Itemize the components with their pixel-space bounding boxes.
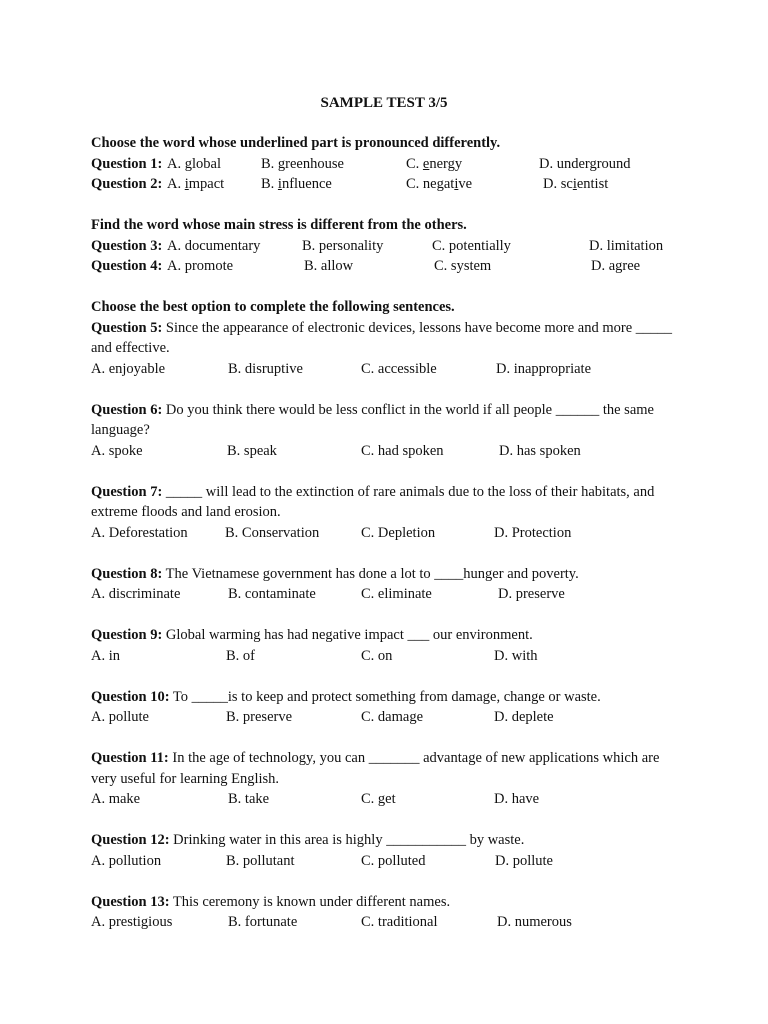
question-2 (91, 174, 703, 195)
q4-option-d: D. agree (591, 258, 641, 274)
q9-option-d: D. with (494, 647, 538, 664)
q10-option-c: C. damage (361, 709, 424, 725)
q9-option-c: C. on (361, 647, 393, 664)
q5-option-d: D. inappropriate (496, 360, 592, 377)
q6-option-b: B. speak (227, 442, 277, 459)
q10-option-a: A. pollute (91, 709, 149, 725)
section-1-heading: Choose the word whose underlined part is pronounced differently. (91, 135, 501, 151)
q10-option-d: D. deplete (494, 709, 554, 725)
q1-option-d: D. underground (539, 155, 631, 172)
question-6-cont: language? (91, 422, 150, 438)
q4-option-a: A. promote (167, 258, 234, 274)
question-8-options (91, 584, 703, 605)
question-5-options (91, 359, 703, 380)
q1-option-a: A. global (167, 155, 221, 172)
q11-option-c: C. get (361, 791, 396, 807)
q10-option-b: B. preserve (226, 709, 293, 725)
q13-option-d: D. numerous (497, 914, 572, 930)
page-title: SAMPLE TEST 3/5 (320, 95, 448, 111)
q1-option-b: B. greenhouse (261, 155, 344, 172)
q2-option-c: C. negative (406, 176, 473, 192)
question-7-options (91, 523, 703, 544)
question-11: Question 11: In the age of technology, you can _______ advantage of new applications which are (91, 750, 660, 766)
q6-option-a: A. spoke (91, 442, 143, 459)
question-5-cont: and effective. (91, 340, 170, 356)
q7-option-b: B. Conservation (225, 524, 320, 541)
q11-option-d: D. have (494, 791, 540, 807)
q5-option-b: B. disruptive (228, 360, 303, 377)
question-7-cont: extreme floods and land erosion. (91, 504, 281, 520)
q12-option-c: C. polluted (361, 852, 426, 869)
question-3-label: Question 3: (91, 237, 163, 254)
q9-option-b: B. of (226, 647, 255, 664)
question-5: Question 5: Since the appearance of electronic devices, lessons have become more and more _____ (91, 319, 673, 336)
question-3 (91, 236, 703, 257)
question-1 (91, 154, 703, 175)
section-2-heading: Find the word whose main stress is different from the others. (91, 217, 467, 233)
q8-option-b: B. contaminate (228, 586, 316, 602)
question-11-options (91, 789, 703, 810)
q3-option-a: A. documentary (167, 237, 261, 254)
question-11-cont: very useful for learning English. (91, 770, 280, 787)
q11-option-a: A. make (91, 791, 141, 807)
q7-option-d: D. Protection (494, 524, 572, 541)
q2-option-d: D. scientist (543, 176, 609, 192)
q7-option-c: C. Depletion (361, 524, 436, 541)
q9-option-a: A. in (91, 647, 120, 664)
question-12-options (91, 851, 703, 872)
q8-option-a: A. discriminate (91, 586, 181, 602)
q11-option-b: B. take (228, 791, 270, 807)
question-1-label: Question 1: (91, 155, 163, 172)
question-10-options (91, 707, 703, 728)
q5-option-a: A. enjoyable (91, 360, 166, 377)
section-3-heading: Choose the best option to complete the following sentences. (91, 299, 455, 315)
q8-option-c: C. eliminate (361, 586, 432, 602)
q7-option-a: A. Deforestation (91, 524, 188, 541)
q5-option-c: C. accessible (361, 360, 437, 377)
q2-option-a: A. impact (167, 176, 225, 192)
q12-option-d: D. pollute (495, 852, 553, 869)
question-10: Question 10: To _____is to keep and protect something from damage, change or waste. (91, 688, 601, 705)
question-2-label: Question 2: (91, 176, 163, 192)
q8-option-d: D. preserve (498, 586, 565, 602)
question-9: Question 9: Global warming has had negative impact ___ our environment. (91, 627, 533, 643)
q13-option-b: B. fortunate (228, 914, 298, 930)
question-13: Question 13: This ceremony is known under different names. (91, 893, 451, 910)
test-content (91, 133, 703, 933)
q3-option-b: B. personality (302, 237, 384, 254)
q6-option-c: C. had spoken (361, 442, 444, 459)
question-12: Question 12: Drinking water in this area is highly ___________ by waste. (91, 832, 525, 848)
q13-option-c: C. traditional (361, 914, 438, 930)
question-4-label: Question 4: (91, 258, 163, 274)
question-6: Question 6: Do you think there would be less conflict in the world if all people ______ the same (91, 401, 654, 418)
q4-option-b: B. allow (304, 258, 354, 274)
q3-option-d: D. limitation (589, 237, 664, 254)
q4-option-c: C. system (434, 258, 492, 274)
q6-option-d: D. has spoken (499, 442, 581, 459)
q12-option-b: B. pollutant (226, 852, 295, 869)
question-9-options (91, 646, 703, 667)
question-8: Question 8: The Vietnamese government has done a lot to ____hunger and poverty. (91, 565, 579, 582)
question-4 (91, 256, 703, 277)
q2-option-b: B. influence (261, 176, 332, 192)
q13-option-a: A. prestigious (91, 914, 173, 930)
q1-option-c: C. energy (406, 155, 463, 172)
q3-option-c: C. potentially (432, 237, 511, 254)
question-6-options (91, 441, 703, 462)
q12-option-a: A. pollution (91, 852, 162, 869)
question-7: Question 7: _____ will lead to the extinction of rare animals due to the loss of their habitats, and (91, 483, 655, 500)
question-13-options (91, 912, 703, 933)
